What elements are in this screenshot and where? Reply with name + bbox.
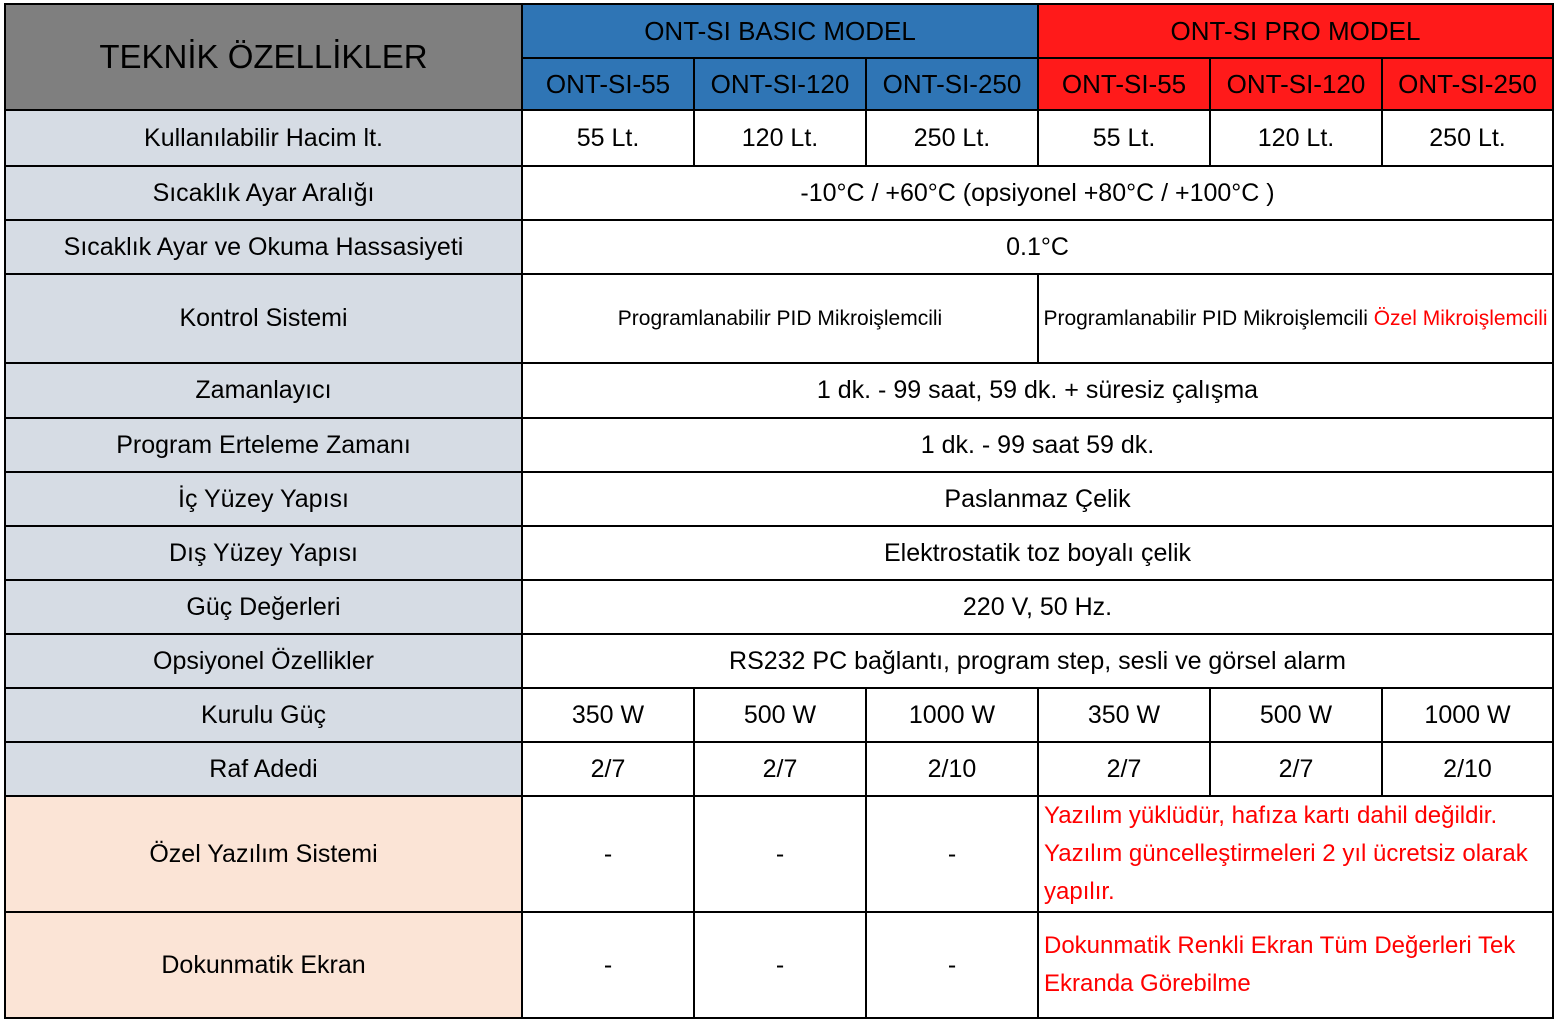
value-cell: - xyxy=(866,912,1038,1018)
value-cell: 2/10 xyxy=(1382,742,1553,796)
value-cell: 55 Lt. xyxy=(1038,110,1210,166)
value-cell: 250 Lt. xyxy=(1382,110,1553,166)
value-cell: -10°C / +60°C (opsiyonel +80°C / +100°C ) xyxy=(522,166,1553,220)
value-cell: 120 Lt. xyxy=(694,110,866,166)
row-label: Zamanlayıcı xyxy=(5,363,522,418)
row-optional xyxy=(5,634,1553,688)
row-label: Kontrol Sistemi xyxy=(5,274,522,363)
row-label: Dış Yüzey Yapısı xyxy=(5,526,522,580)
value-cell: Programlanabilir PID Mikroişlemcili xyxy=(522,274,1038,363)
value-cell: 500 W xyxy=(694,688,866,742)
value-cell: RS232 PC bağlantı, program step, sesli ve görsel alarm xyxy=(522,634,1553,688)
value-cell: 2/10 xyxy=(866,742,1038,796)
value-cell: 120 Lt. xyxy=(1210,110,1382,166)
basic-model-120: ONT-SI-120 xyxy=(694,58,866,110)
control-pro-text: Programlanabilir PID Mikroişlemcili xyxy=(1043,306,1368,330)
value-cell: - xyxy=(694,796,866,912)
row-label: Kullanılabilir Hacim lt. xyxy=(5,110,522,166)
value-cell: 55 Lt. xyxy=(522,110,694,166)
row-label: Güç Değerleri xyxy=(5,580,522,634)
value-cell: Paslanmaz Çelik xyxy=(522,472,1553,526)
row-software xyxy=(5,796,1553,912)
value-cell: 2/7 xyxy=(1038,742,1210,796)
row-temp-range xyxy=(5,166,1553,220)
row-volume xyxy=(5,110,1553,166)
control-pro-extra: Özel Mikroişlemcili xyxy=(1373,306,1548,330)
row-delay xyxy=(5,418,1553,472)
row-timer xyxy=(5,363,1553,418)
pro-model-header: ONT-SI PRO MODEL xyxy=(1038,4,1553,58)
row-label: Raf Adedi xyxy=(5,742,522,796)
row-label: Opsiyonel Özellikler xyxy=(5,634,522,688)
basic-model-250: ONT-SI-250 xyxy=(866,58,1038,110)
value-cell: - xyxy=(694,912,866,1018)
row-label: Sıcaklık Ayar ve Okuma Hassasiyeti xyxy=(5,220,522,274)
pro-model-55: ONT-SI-55 xyxy=(1038,58,1210,110)
value-cell xyxy=(1038,274,1553,363)
pro-model-120: ONT-SI-120 xyxy=(1210,58,1382,110)
value-cell: 1000 W xyxy=(1382,688,1553,742)
value-cell: 2/7 xyxy=(1210,742,1382,796)
basic-model-header: ONT-SI BASIC MODEL xyxy=(522,4,1038,58)
row-temp-precision xyxy=(5,220,1553,274)
basic-model-55: ONT-SI-55 xyxy=(522,58,694,110)
value-cell: Elektrostatik toz boyalı çelik xyxy=(522,526,1553,580)
value-cell: - xyxy=(866,796,1038,912)
value-cell: 1 dk. - 99 saat 59 dk. xyxy=(522,418,1553,472)
pro-feature-cell: Dokunmatik Renkli Ekran Tüm Değerleri Tek Ekranda Görebilme xyxy=(1038,912,1553,1018)
table-title: TEKNİK ÖZELLİKLER xyxy=(5,4,522,110)
row-label: Program Erteleme Zamanı xyxy=(5,418,522,472)
value-cell: 0.1°C xyxy=(522,220,1553,274)
row-label: Özel Yazılım Sistemi xyxy=(5,796,522,912)
value-cell: 1 dk. - 99 saat, 59 dk. + süresiz çalışma xyxy=(522,363,1553,418)
value-cell: 500 W xyxy=(1210,688,1382,742)
spec-table xyxy=(4,3,1554,1019)
value-cell: - xyxy=(522,796,694,912)
value-cell: 350 W xyxy=(1038,688,1210,742)
row-control xyxy=(5,274,1553,363)
value-cell: 350 W xyxy=(522,688,694,742)
value-cell: 2/7 xyxy=(694,742,866,796)
row-touch xyxy=(5,912,1553,1018)
value-cell: 220 V, 50 Hz. xyxy=(522,580,1553,634)
row-label: Dokunmatik Ekran xyxy=(5,912,522,1018)
value-cell: - xyxy=(522,912,694,1018)
row-label: İç Yüzey Yapısı xyxy=(5,472,522,526)
row-label: Sıcaklık Ayar Aralığı xyxy=(5,166,522,220)
value-cell: 2/7 xyxy=(522,742,694,796)
pro-feature-cell: Yazılım yüklüdür, hafıza kartı dahil değildir. Yazılım güncelleştirmeleri 2 yıl ücretsiz olarak yapılır. xyxy=(1038,796,1553,912)
row-installed-power xyxy=(5,688,1553,742)
row-outer xyxy=(5,526,1553,580)
row-power-values xyxy=(5,580,1553,634)
row-inner xyxy=(5,472,1553,526)
row-label: Kurulu Güç xyxy=(5,688,522,742)
pro-model-250: ONT-SI-250 xyxy=(1382,58,1553,110)
header-row-1 xyxy=(5,4,1553,58)
value-cell: 1000 W xyxy=(866,688,1038,742)
row-shelves xyxy=(5,742,1553,796)
value-cell: 250 Lt. xyxy=(866,110,1038,166)
